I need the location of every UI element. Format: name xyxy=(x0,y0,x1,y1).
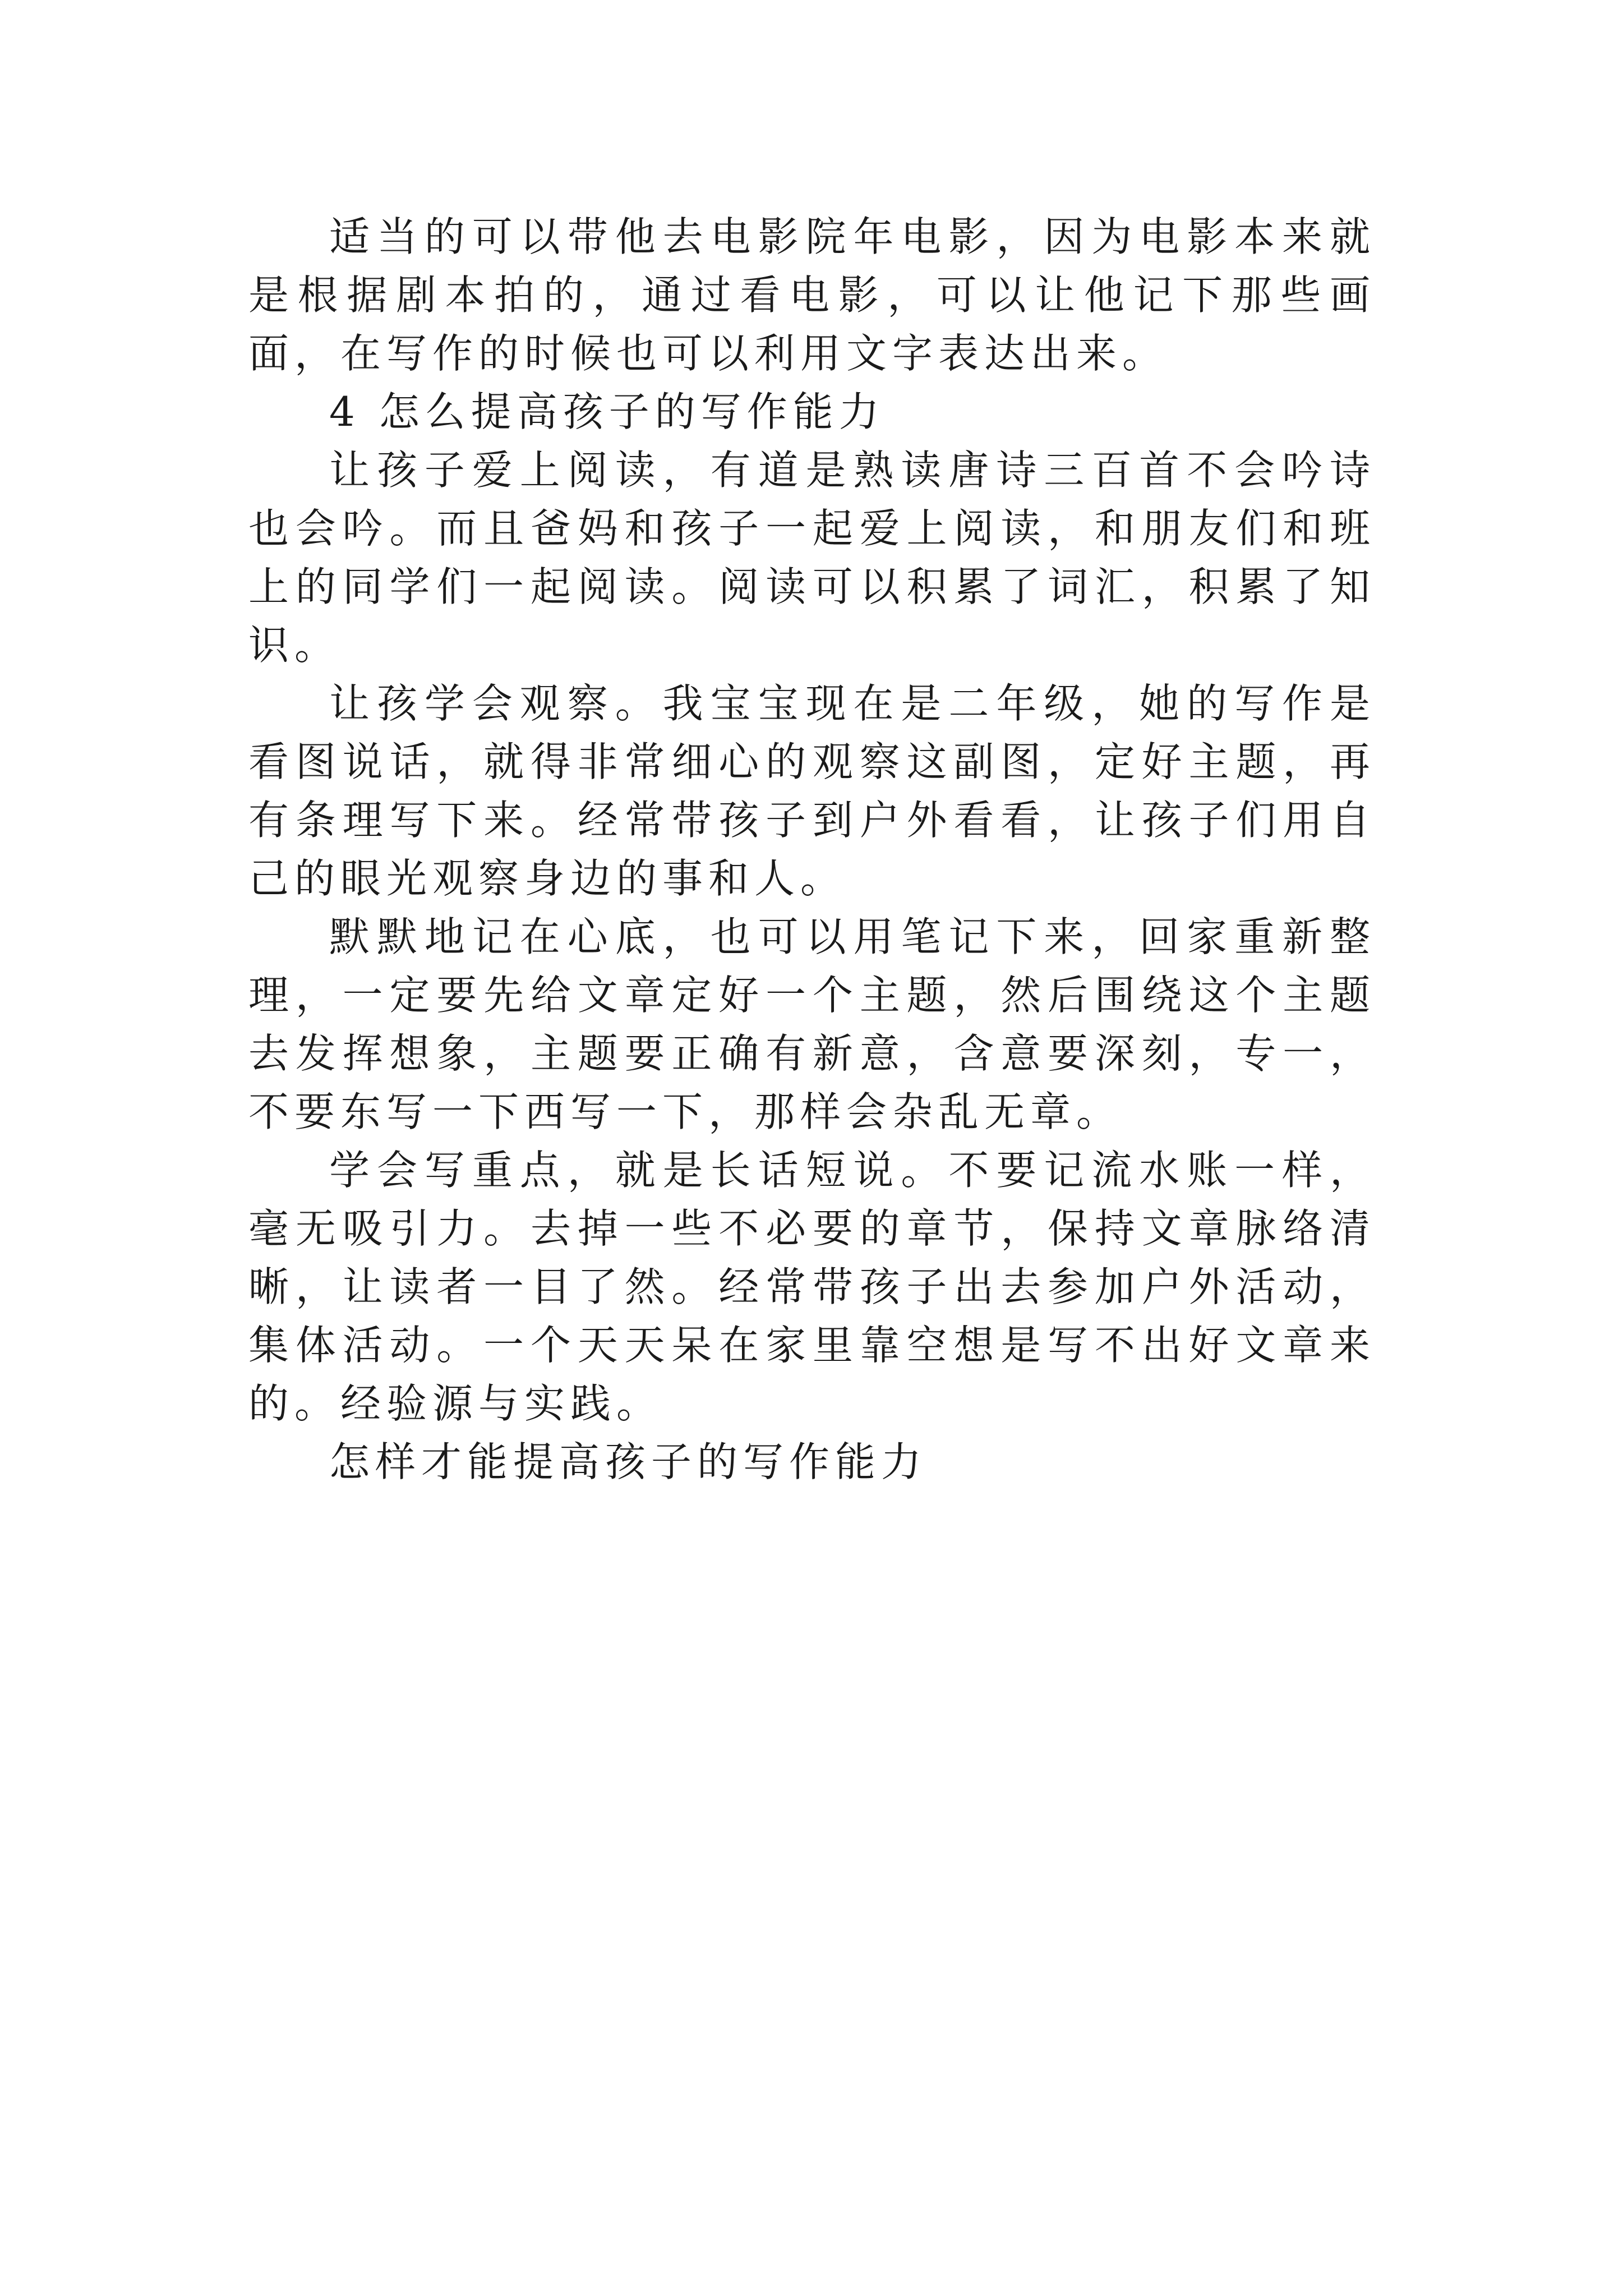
paragraph-reading: 让孩子爱上阅读，有道是熟读唐诗三百首不会吟诗也会吟。而且爸妈和孩子一起爱上阅读，和朋友们和班上的同学们一起阅读。阅读可以积累了词汇，积累了知识。 xyxy=(248,447,1376,669)
section-heading-improve-writing: 4 怎么提高孩子的写作能力 xyxy=(329,388,885,435)
paragraph-movie: 适当的可以带他去电影院年电影，因为电影本来就是根据剧本拍的，通过看电影，可以让他记下那些画面，在写作的时候也可以利用文字表达出来。 xyxy=(248,213,1376,377)
document-body xyxy=(248,208,1376,1491)
paragraph-observation: 让孩学会观察。我宝宝现在是二年级，她的写作是看图说话，就得非常细心的观察这副图，定好主题，再有条理写下来。经常带孩子到户外看看，让孩子们用自己的眼光观察身边的事和人。 xyxy=(248,680,1376,902)
paragraph-key-points: 学会写重点，就是长话短说。不要记流水账一样，毫无吸引力。去掉一些不必要的章节，保持文章脉络清晰，让读者一目了然。经常带孩子出去参加户外活动，集体活动。一个天天呆在家里靠空想是写不出好文章来的。经验源与实践。 xyxy=(248,1147,1376,1427)
paragraph-theme: 默默地记在心底，也可以用笔记下来，回家重新整理，一定要先给文章定好一个主题，然后围绕这个主题去发挥想象，主题要正确有新意，含意要深刻，专一，不要东写一下西写一下，那样会杂乱无章。 xyxy=(248,913,1376,1135)
section-heading-how-to-improve: 怎样才能提高孩子的写作能力 xyxy=(329,1438,928,1485)
